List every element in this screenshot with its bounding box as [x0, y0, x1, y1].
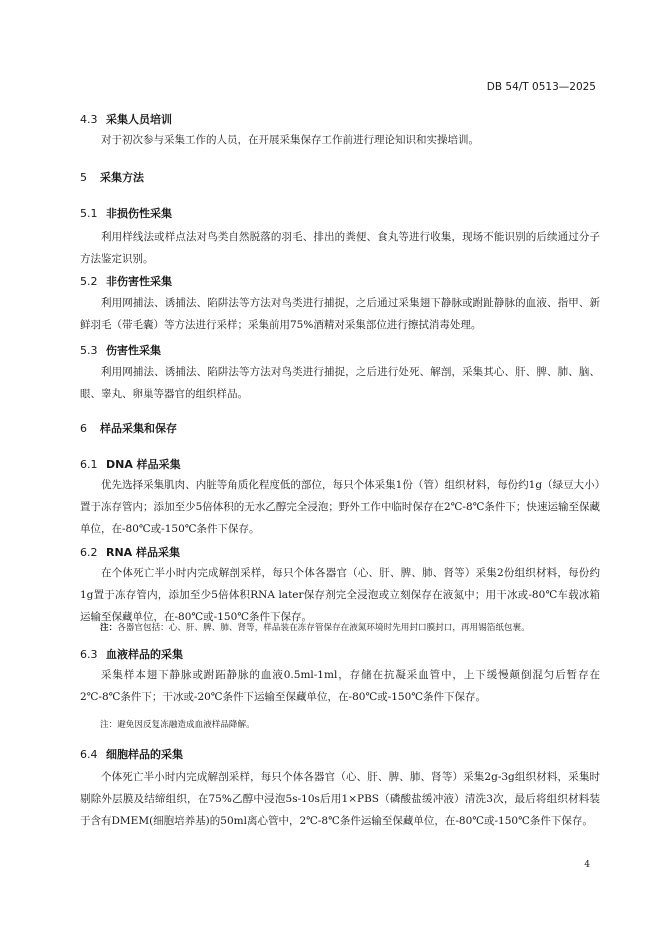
heading-title: RNA 样品采集	[106, 546, 181, 559]
heading-number: 5	[80, 171, 87, 184]
heading-6-2	[80, 544, 180, 560]
heading-title: 采集方法	[100, 171, 144, 184]
paragraph-6-1: 优先选择采集肌肉、内脏等角质化程度低的部位，每只个体采集1份（管）组织材料，每份约1g（绿豆大小）置于冻存管内；添加至少5倍体积的无水乙醇完全浸泡；野外工作中临时保存在2℃-8℃条件下；快速运输至保藏单位，在-80℃或-150℃条件下保存。	[80, 479, 600, 535]
standard-number: DB 54/T 0513—2025	[486, 81, 596, 93]
paragraph-6-3: 采集样本翅下静脉或跗跖静脉的血液0.5ml-1ml，存储在抗凝采血管中，上下缓慢颠倒混匀后暂存在2℃-8℃条件下；干冰或-20℃条件下运输至保藏单位，在-80℃或-150℃条件下保存。	[80, 669, 600, 703]
note-6-3: 注：避免因反复冻融造成血液样品降解。	[100, 720, 255, 730]
heading-title: 伤害性采集	[106, 344, 161, 357]
note-6-2	[100, 621, 600, 635]
heading-5-2	[80, 273, 172, 289]
heading-6-1	[80, 456, 181, 472]
heading-title: 非损伤性采集	[106, 207, 172, 220]
paragraph-6-2: 在个体死亡半小时内完成解剖采样，每只个体各器官（心、肝、脾、肺、肾等）采集2份组织材料，每份约1g置于冻存管内，添加至少5倍体积RNA later保存剂完全浸泡或立刻保存在液氮中；用干冰或-80℃车载冰箱运输至保藏单位，在-80℃或-150℃条件下保存。	[80, 567, 600, 623]
heading-number: 6.3	[80, 648, 98, 661]
heading-5-1	[80, 205, 172, 221]
paragraph-5-2: 利用网捕法、诱捕法、陷阱法等方法对鸟类进行捕捉，之后通过采集翅下静脉或跗趾静脉的血液、指甲、新鲜羽毛（带毛囊）等方法进行采样；采集前用75%酒精对采集部位进行擦拭消毒处理。	[80, 297, 600, 331]
heading-title: DNA 样品采集	[106, 458, 181, 471]
heading-number: 5.2	[80, 275, 98, 288]
heading-5-3	[80, 342, 161, 358]
page-number: 4	[584, 860, 590, 870]
heading-6-4	[80, 746, 183, 762]
heading-title: 样品采集和保存	[100, 422, 177, 435]
heading-number: 5.3	[80, 344, 98, 357]
heading-title: 非伤害性采集	[106, 275, 172, 288]
heading-number: 5.1	[80, 207, 98, 220]
note-text: 各器官包括：心、肝、脾、肺、肾等，样品装在冻存管保存在液氮环境时先用封口膜封口，再用锡箔纸包裹。	[117, 623, 530, 633]
heading-title: 采集人员培训	[106, 113, 172, 126]
paragraph-6-4: 个体死亡半小时内完成解剖采样，每只个体各器官（心、肝、脾、肺、肾等）采集2g-3g组织材料，采集时剔除外层膜及结缔组织，在75%乙醇中浸泡5s-10s后用1×PBS（磷酸盐缓冲液）清洗3次，最后将组织材料装于含有DMEM(细胞培养基)的50ml离心管中，2℃-8℃条件运输至保藏单位，在-80℃或-150℃条件下保存。	[80, 771, 600, 827]
heading-5	[80, 169, 144, 185]
paragraph-5-3: 利用网捕法、诱捕法、陷阱法等方法对鸟类进行捕捉，之后进行处死、解剖，采集其心、肝、脾、肺、脑、眼、睾丸、卵巢等器官的组织样品。	[80, 366, 600, 400]
heading-6-3	[80, 646, 183, 662]
note-label: 注：	[100, 623, 118, 633]
heading-number: 6.2	[80, 546, 98, 559]
paragraph-5-1: 利用样线法或样点法对鸟类自然脱落的羽毛、排出的粪便、食丸等进行收集，现场不能识别的后续通过分子方法鉴定识别。	[80, 231, 600, 265]
heading-number: 6.4	[80, 748, 98, 761]
heading-title: 细胞样品的采集	[106, 748, 183, 761]
heading-number: 6.1	[80, 458, 98, 471]
paragraph-4-3: 对于初次参与采集工作的人员，在开展采集保存工作前进行理论知识和实操培训。	[101, 134, 479, 146]
heading-4-3	[80, 111, 172, 127]
heading-number: 4.3	[80, 113, 98, 126]
heading-6	[80, 420, 177, 436]
heading-title: 血液样品的采集	[106, 648, 183, 661]
heading-number: 6	[80, 422, 87, 435]
